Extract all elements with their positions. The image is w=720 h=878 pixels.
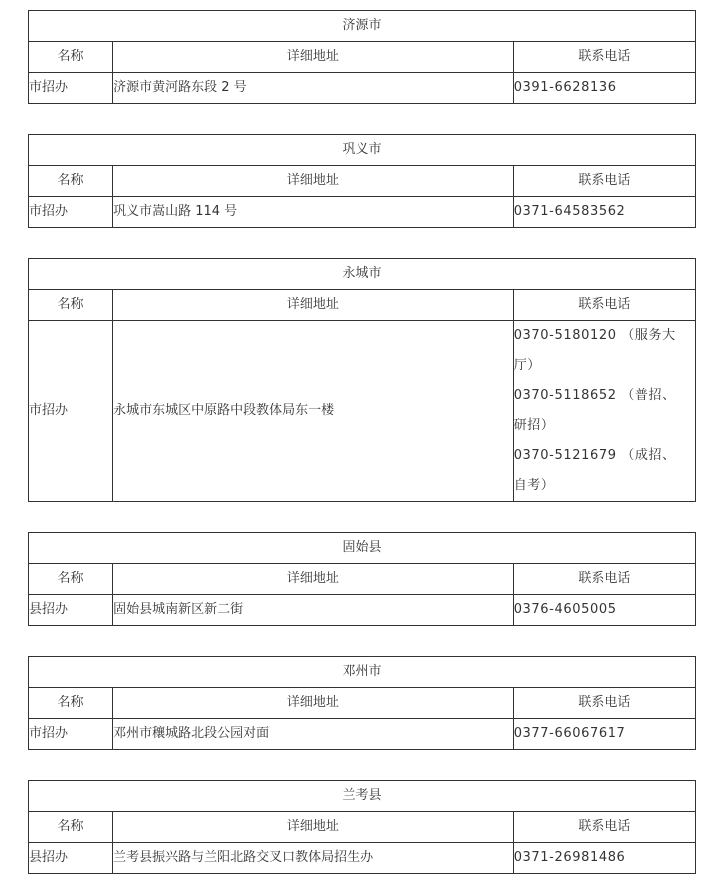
- phone-header: 联系电话: [513, 290, 695, 321]
- office-name: 市招办: [29, 197, 113, 228]
- office-phone-multi: [513, 321, 695, 502]
- office-address: 邓州市穰城路北段公园对面: [113, 719, 514, 750]
- office-table-jiyuan: [28, 10, 696, 104]
- address-header: 详细地址: [113, 166, 514, 197]
- office-address: 兰考县振兴路与兰阳北路交叉口教体局招生办: [113, 843, 514, 874]
- phone-line: 0370-5121679 （成招、: [513, 448, 676, 463]
- city-title: 固始县: [29, 533, 696, 564]
- office-table-yongcheng: [28, 258, 696, 502]
- address-header: 详细地址: [113, 688, 514, 719]
- office-name: 市招办: [29, 719, 113, 750]
- address-header: 详细地址: [113, 290, 514, 321]
- name-header: 名称: [29, 166, 113, 197]
- office-address: 永城市东城区中原路中段教体局东一楼: [113, 321, 514, 502]
- name-header: 名称: [29, 688, 113, 719]
- phone-line: 厅）: [513, 358, 541, 373]
- office-phone: 0391-6628136: [513, 73, 695, 104]
- address-header: 详细地址: [113, 564, 514, 595]
- city-title: 巩义市: [29, 135, 696, 166]
- phone-header: 联系电话: [513, 42, 695, 73]
- name-header: 名称: [29, 564, 113, 595]
- office-address: 巩义市嵩山路 114 号: [113, 197, 514, 228]
- office-name: 县招办: [29, 843, 113, 874]
- phone-header: 联系电话: [513, 564, 695, 595]
- phone-line: 0370-5118652 （普招、: [513, 388, 676, 403]
- phone-header: 联系电话: [513, 166, 695, 197]
- name-header: 名称: [29, 812, 113, 843]
- phone-line: 0370-5180120 （服务大: [513, 328, 676, 343]
- address-header: 详细地址: [113, 812, 514, 843]
- name-header: 名称: [29, 290, 113, 321]
- office-name: 县招办: [29, 595, 113, 626]
- phone-line: 研招）: [513, 418, 555, 433]
- office-phone: 0377-66067617: [513, 719, 695, 750]
- phone-header: 联系电话: [513, 688, 695, 719]
- office-table-gushi: [28, 532, 696, 626]
- office-name: 市招办: [29, 321, 113, 502]
- office-address: 济源市黄河路东段 2 号: [113, 73, 514, 104]
- city-title: 邓州市: [29, 657, 696, 688]
- office-table-lankao: [28, 780, 696, 874]
- city-title: 济源市: [29, 11, 696, 42]
- office-phone: 0371-64583562: [513, 197, 695, 228]
- office-phone: 0371-26981486: [513, 843, 695, 874]
- address-header: 详细地址: [113, 42, 514, 73]
- phone-header: 联系电话: [513, 812, 695, 843]
- office-table-dengzhou: [28, 656, 696, 750]
- office-name: 市招办: [29, 73, 113, 104]
- office-phone: 0376-4605005: [513, 595, 695, 626]
- name-header: 名称: [29, 42, 113, 73]
- city-title: 永城市: [29, 259, 696, 290]
- phone-line: 自考）: [513, 478, 555, 493]
- city-title: 兰考县: [29, 781, 696, 812]
- office-address: 固始县城南新区新二街: [113, 595, 514, 626]
- office-table-gongyi: [28, 134, 696, 228]
